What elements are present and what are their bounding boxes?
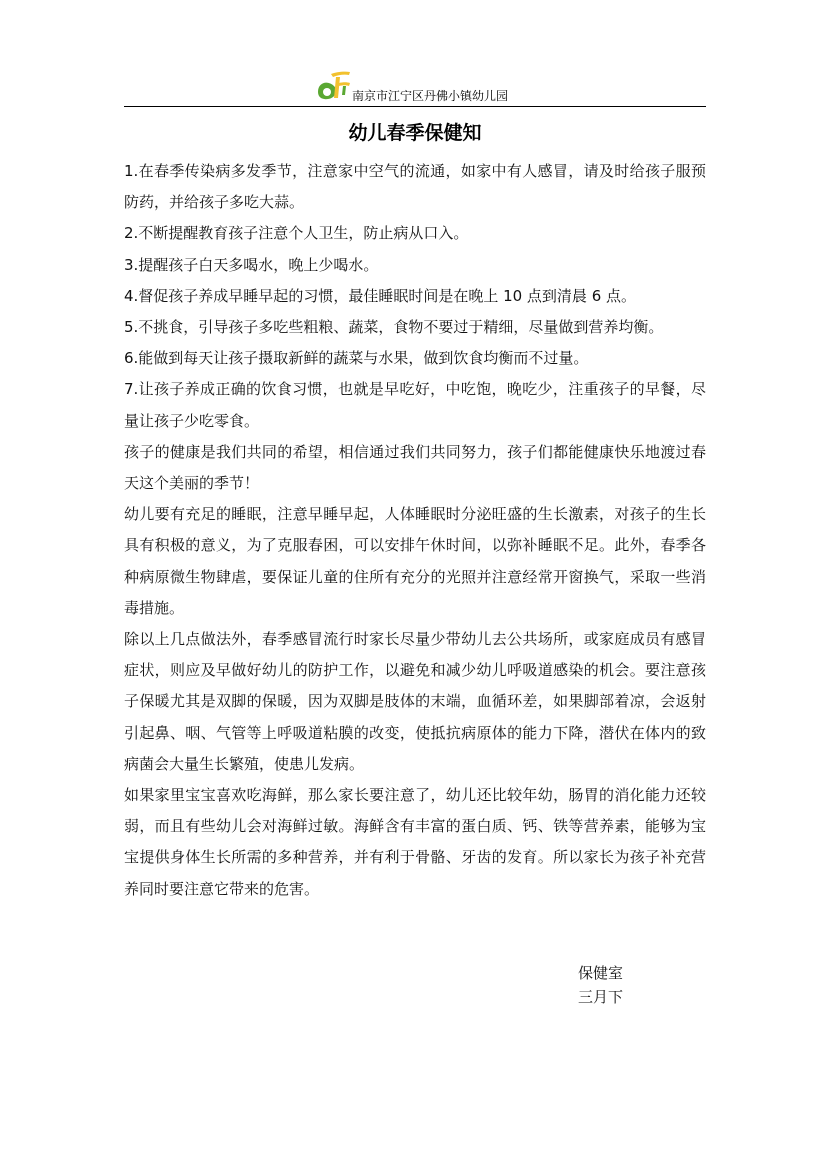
paragraph-5: 5.不挑食，引导孩子多吃些粗粮、蔬菜，食物不要过于精细，尽量做到营养均衡。: [124, 318, 664, 337]
paragraph-6: 6.能做到每天让孩子摄取新鲜的蔬菜与水果，做到饮食均衡而不过量。: [124, 349, 589, 368]
paragraph-1: 1.在春季传染病多发季节，注意家中空气的流通，如家中有人感冒，请及时给孩子服预防药，并给孩子多吃大蒜。: [124, 162, 706, 212]
paragraph-7: 7.让孩子养成正确的饮食习惯，也就是早吃好，中吃饱，晚吃少，注重孩子的早餐，尽量让孩子少吃零食。: [124, 380, 706, 430]
document-title: 幼儿春季保健知: [348, 122, 482, 144]
paragraph-2: 2.不断提醒教育孩子注意个人卫生，防止病从口入。: [124, 224, 469, 243]
header-divider: [124, 106, 706, 107]
signature-block: [578, 961, 623, 1009]
page-header: [124, 68, 706, 110]
document-body: [124, 156, 706, 905]
signature-date: 三月下: [578, 988, 624, 1006]
paragraph-8: 孩子的健康是我们共同的希望，相信通过我们共同努力，孩子们都能健康快乐地渡过春天这个美丽的季节！: [124, 442, 706, 493]
signature-department: 保健室: [578, 964, 624, 982]
paragraph-10: 除以上几点做法外，春季感冒流行时家长尽量少带幼儿去公共场所，或家庭成员有感冒症状，则应及早做好幼儿的防护工作，以避免和减少幼儿呼吸道感染的机会。要注意孩子保暖尤其是双脚的保暖，因为双脚是肢体的末端，血循环差，如果脚部着凉，会返射引起鼻、咽、气管等上呼吸道粘膜的改变，使抵抗病原体的能力下降，潜伏在体内的致病菌会大量生长繁殖，使患儿发病。: [124, 630, 706, 773]
paragraph-11: 如果家里宝宝喜欢吃海鲜，那么家长要注意了，幼儿还比较年幼，肠胃的消化能力还较弱，而且有些幼儿会对海鲜过敏。海鲜含有丰富的蛋白质、钙、铁等营养素，能够为宝宝提供身体生长所需的多种营养，并有利于骨骼、牙齿的发育。所以家长为孩子补充营养同时要注意它带来的危害。: [124, 786, 706, 898]
paragraph-9: 幼儿要有充足的睡眠，注意早睡早起，人体睡眠时分泌旺盛的生长激素，对孩子的生长具有积极的意义，为了克服春困，可以安排午休时间，以弥补睡眠不足。此外，春季各种病原微生物肆虐，要保证儿童的住所有充分的光照并注意经常开窗换气，采取一些消毒措施。: [124, 505, 706, 617]
paragraph-3: 3.提醒孩子白天多喝水，晚上少喝水。: [124, 255, 379, 274]
paragraph-4: 4.督促孩子养成早睡早起的习惯，最佳睡眠时间是在晚上 10 点到清晨 6 点。: [124, 286, 637, 305]
kindergarten-logo-icon: [314, 68, 354, 104]
school-name: 南京市江宁区丹佛小镇幼儿园: [352, 89, 509, 103]
